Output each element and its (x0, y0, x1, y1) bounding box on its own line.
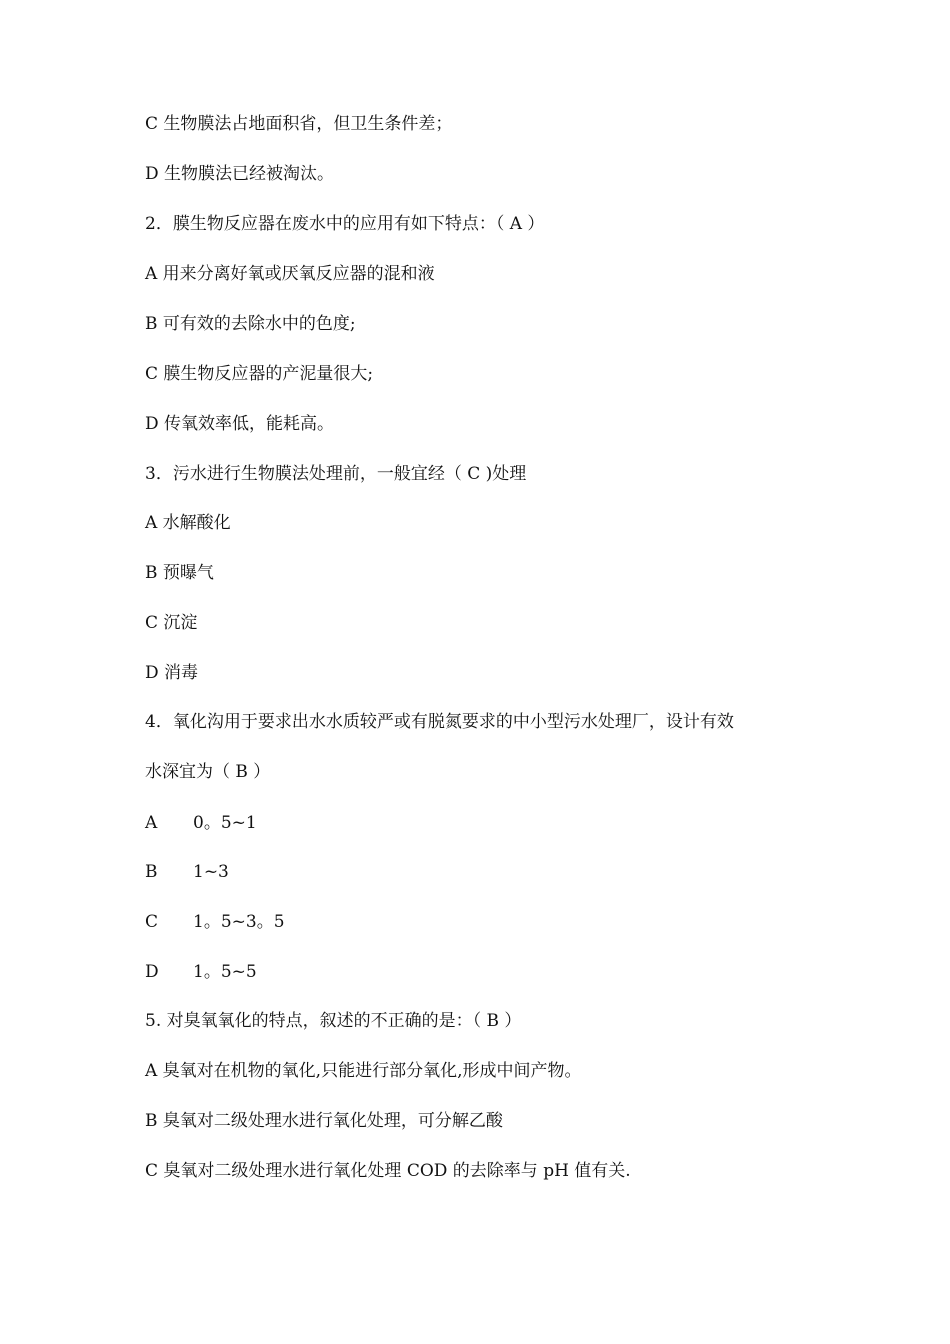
question-2: 2．膜生物反应器在废水中的应用有如下特点：（ A ） (145, 214, 545, 234)
option-b-q3: B 预曝气 (145, 563, 214, 583)
option-d-q3: D 消毒 (145, 663, 199, 683)
option-value: 1。5~3。5 (193, 912, 285, 932)
option-value: 0。5~1 (193, 813, 257, 833)
option-value: 1。5~5 (193, 962, 257, 982)
question-3: 3．污水进行生物膜法处理前，一般宜经（ C )处理 (145, 464, 527, 484)
option-a-q5: A 臭氧对在机物的氧化,只能进行部分氧化,形成中间产物。 (145, 1061, 582, 1081)
option-value: 1~3 (193, 862, 229, 882)
question-4-continued: 水深宜为（ B ） (145, 762, 271, 782)
option-d-q1: D 生物膜法已经被淘汰。 (145, 164, 335, 184)
option-a-q4 (145, 812, 257, 834)
option-b-q5: B 臭氧对二级处理水进行氧化处理，可分解乙酸 (145, 1111, 503, 1131)
option-b-q4 (145, 861, 229, 883)
option-b-q2: B 可有效的去除水中的色度; (145, 314, 356, 334)
question-4: 4．氧化沟用于要求出水水质较严或有脱氮要求的中小型污水处理厂，设计有效 (145, 712, 734, 732)
option-label: A (145, 813, 158, 833)
option-c-q2: C 膜生物反应器的产泥量很大; (145, 364, 374, 384)
option-c-q3: C 沉淀 (145, 613, 198, 633)
question-5: 5. 对臭氧氧化的特点，叙述的不正确的是：（ B ） (145, 1011, 522, 1031)
option-d-q2: D 传氧效率低，能耗高。 (145, 414, 335, 434)
option-a-q2: A 用来分离好氧或厌氧反应器的混和液 (145, 264, 435, 284)
option-c-q4 (145, 911, 285, 933)
option-a-q3: A 水解酸化 (145, 513, 231, 533)
option-label: C (145, 912, 159, 932)
option-c-q5: C 臭氧对二级处理水进行氧化处理 COD 的去除率与 pH 值有关. (145, 1161, 631, 1181)
option-c-q1: C 生物膜法占地面积省，但卫生条件差； (145, 114, 453, 134)
option-label: D (145, 962, 159, 982)
option-label: B (145, 862, 158, 882)
option-d-q4 (145, 961, 257, 983)
